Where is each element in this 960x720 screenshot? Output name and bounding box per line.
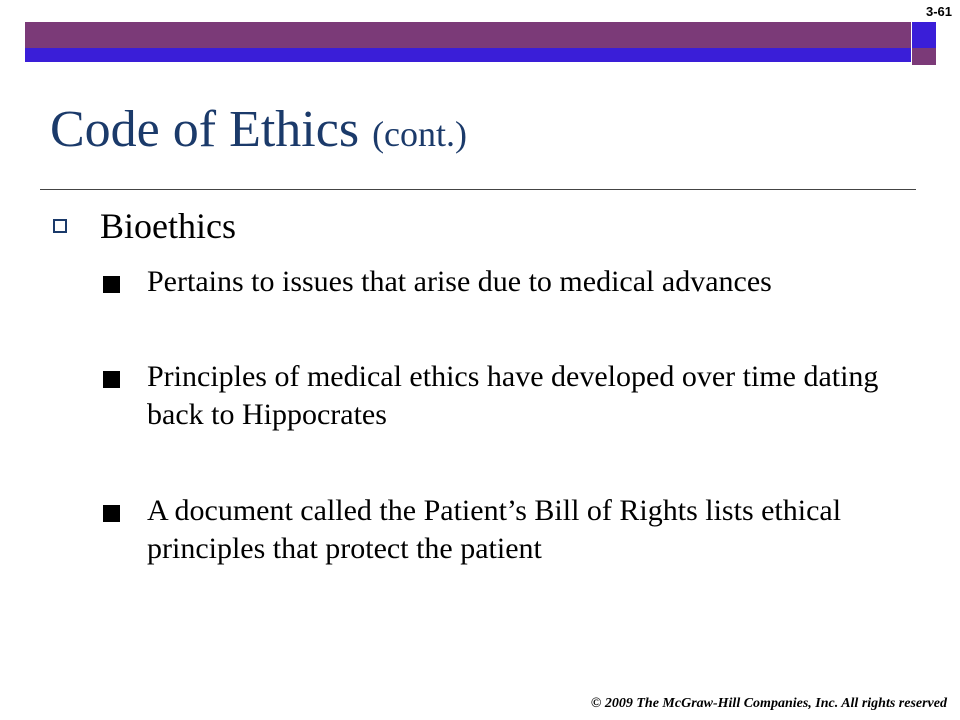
bullet-item: Pertains to issues that arise due to medical advances [147, 265, 772, 298]
bullet-item: Principles of medical ethics have developed over time dating back to Hippocrates [147, 360, 879, 431]
header-bar-purple [25, 22, 911, 48]
square-bullet-icon [103, 371, 120, 388]
header-bar-blue [25, 48, 911, 62]
title-divider [40, 189, 916, 190]
slide-title [50, 98, 467, 166]
copyright-footer: © 2009 The McGraw-Hill Companies, Inc. All rights reserved [590, 696, 947, 711]
hollow-square-bullet-icon [53, 219, 67, 233]
bullet-heading: Bioethics [100, 206, 236, 246]
header-square-blue [912, 22, 936, 48]
square-bullet-icon [103, 505, 120, 522]
title-sub: (cont.) [372, 114, 468, 154]
slide-number: 3-61 [925, 4, 952, 19]
bullet-item: A document called the Patient’s Bill of Rights lists ethical principles that protect the patient [147, 494, 842, 565]
header-square-purple [912, 48, 936, 65]
title-main: Code of Ethics [50, 101, 360, 158]
square-bullet-icon [103, 276, 120, 293]
